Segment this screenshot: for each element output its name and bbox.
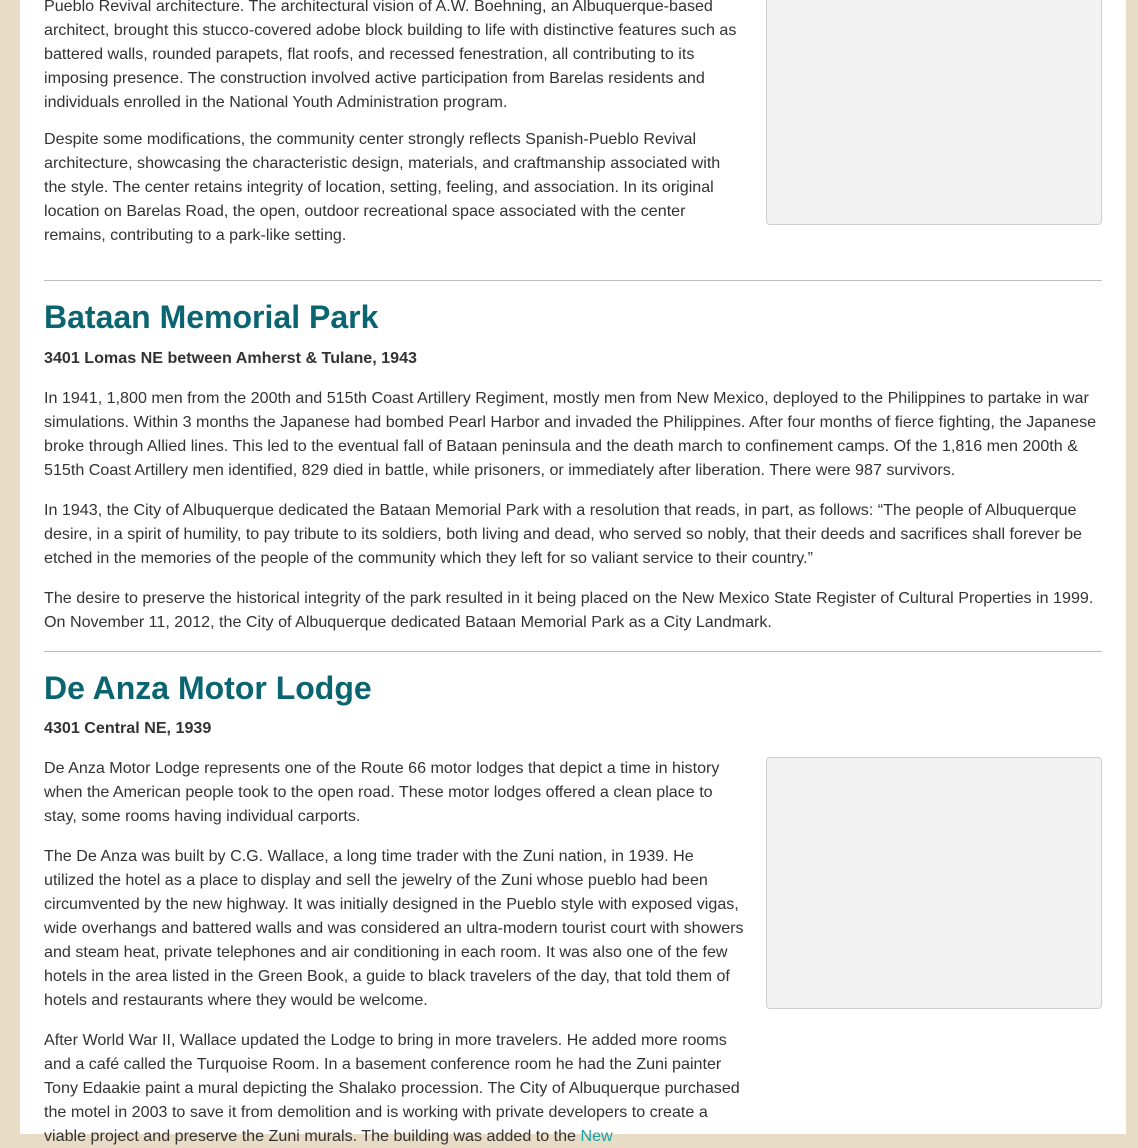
community-center-paragraph-2: Despite some modifications, the community center strongly reflects Spanish-Pueblo Revival architecture, showcasing the characteristic design, materials, and craftmanship associated with the style. The center retains integrity of location, setting, feeling, and association. In its original location on Barelas Road, the open, outdoor recreational space associated with the center remains, contributing to a park-like setting. <box>44 130 721 244</box>
de-anza-paragraph-3 <box>44 1028 744 1148</box>
bataan-paragraph-1: In 1941, 1,800 men from the 200th and 515th Coast Artillery Regiment, mostly men from New Mexico, deployed to the Philippines to partake in war simulations. Within 3 months the Japanese had bombed Pearl Harbor and invaded the Philippines. After four months of fierce fighting, the Japanese broke through Allied lines. This led to the eventual fall of Bataan peninsula and the death march to confinement camps. Of the 1,816 men 200th & 515th Coast Artillery men identified, 829 died in battle, while prisoners, or immediately after liberation. There were 987 survivors. <box>44 389 1097 479</box>
de-anza-paragraph-3-text: After World War II, Wallace updated the Lodge to bring in more travelers. He added more rooms and a café called the Turquoise Room. In a basement conference room he had the Zuni painter Tony Edaakie paint a mural depicting the Shalako procession. The City of Albuquerque purchased the motel in 2003 to save it from demolition and is working with private developers to create a viable project and preserve the Zuni murals. The building was added to the <box>44 1031 740 1145</box>
bataan-title: Bataan Memorial Park <box>44 299 379 335</box>
page-content <box>20 0 1126 1145</box>
bataan-paragraph-2: In 1943, the City of Albuquerque dedicated the Bataan Memorial Park with a resolution that reads, in part, as follows: “The people of Albuquerque desire, in a spirit of humility, to pay tribute to its soldiers, both living and dead, who served so nobly, that their deeds and sacrifices shall forever be etched in the memories of the people of the community which they left for so valiant service to their country.” <box>44 501 1082 567</box>
section-divider <box>44 280 1102 281</box>
section-divider <box>44 651 1102 652</box>
state-register-link[interactable]: New <box>580 1127 613 1145</box>
de-anza-paragraph-2: The De Anza was built by C.G. Wallace, a long time trader with the Zuni nation, in 1939. He utilized the hotel as a place to display and sell the jewelry of the Zuni whose pueblo had been circumvented by the new highway. It was initially designed in the Pueblo style with exposed vigas, wide overhangs and battered walls and was considered an ultra-modern tourist court with showers and steam heat, private telephones and air conditioning in each room. It was also one of the few hotels in the area listed in the Green Book, a guide to black travelers of the day, that told them of hotels and restaurants where they would be welcome. <box>44 847 744 1009</box>
bataan-address: 3401 Lomas NE between Amherst & Tulane, 1943 <box>44 349 417 367</box>
de-anza-image <box>766 757 1102 1009</box>
de-anza-address: 4301 Central NE, 1939 <box>44 719 212 737</box>
de-anza-title: De Anza Motor Lodge <box>44 670 372 706</box>
community-center-image <box>766 0 1102 225</box>
community-center-paragraph-1: Pueblo Revival architecture. The architectural vision of A.W. Boehning, an Albuquerque-based architect, brought this stucco-covered adobe block building to life with distinctive features such as battered walls, rounded parapets, flat roofs, and recessed fenestration, all contributing to its imposing presence. The construction involved active participation from Barelas residents and individuals enrolled in the National Youth Administration program. <box>44 0 737 111</box>
bataan-paragraph-3: The desire to preserve the historical integrity of the park resulted in it being placed on the New Mexico State Register of Cultural Properties in 1999. On November 11, 2012, the City of Albuquerque dedicated Bataan Memorial Park as a City Landmark. <box>44 589 1094 631</box>
de-anza-paragraph-1: De Anza Motor Lodge represents one of the Route 66 motor lodges that depict a time in history when the American people took to the open road. These motor lodges offered a clean place to stay, some rooms having individual carports. <box>44 759 720 825</box>
